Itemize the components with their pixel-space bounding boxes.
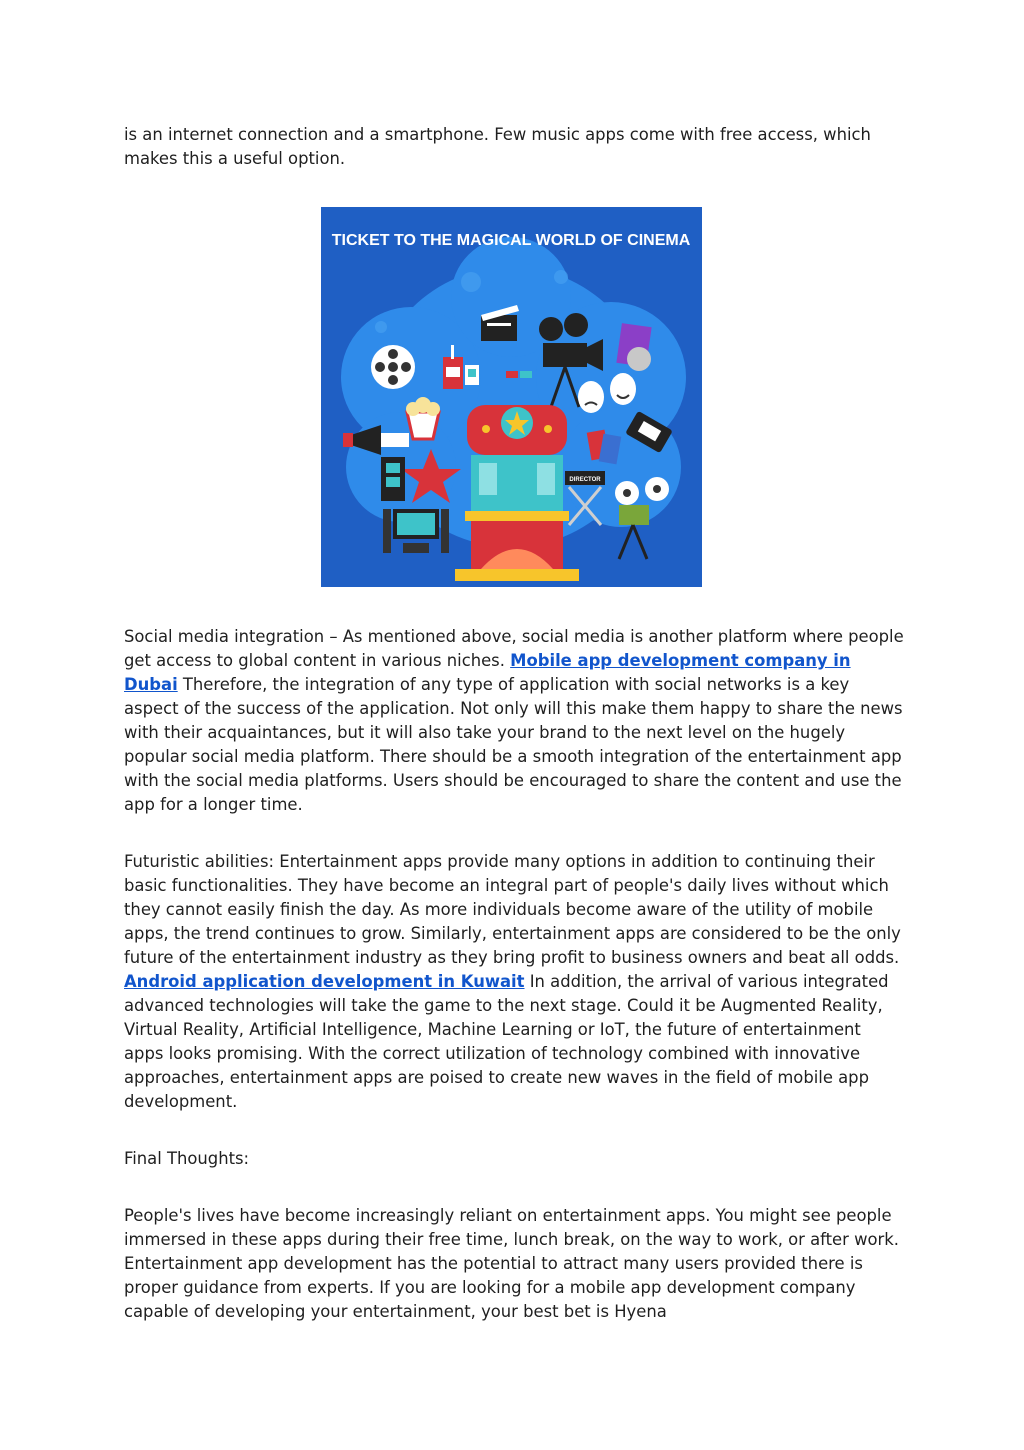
director-label: DIRECTOR — [569, 477, 601, 483]
social-media-text-after: Therefore, the integration of any type of application with social networks is a key aspect of the success of the application. Not only will this make them happy to share the news with their acquaintances, but it will also take your brand to the next level on the hugely popular social media platform. There should be a smooth integration of the entertainment app with the social media platforms. Users should be encouraged to share the content and use the app for a longer time. — [124, 675, 903, 814]
social-media-text-before: Social media integration – As mentioned above, social media is another platform where people get access to global content in various niches. — [124, 627, 904, 670]
popcorn-icon — [406, 397, 440, 439]
intro-paragraph: is an internet connection and a smartphone. Few music apps come with free access, which makes this a useful option. — [124, 125, 871, 168]
film-strip-icon — [381, 457, 405, 501]
futuristic-text-after: In addition, the arrival of various integrated advanced technologies will take the game to the next stage. Could it be Augmented Reality, Virtual Reality, Artificial Intelligence, Machine Learning or IoT, the future of entertainment apps looks promising. With the correct utilization of technology combined with innovative approaches, entertainment apps are poised to create new waves in the field of mobile app development. — [124, 972, 889, 1111]
futuristic-paragraph — [124, 850, 904, 1114]
futuristic-text-before: Futuristic abilities: Entertainment apps provide many options in addition to continuing their basic functionalities. They have become an integral part of people's daily lives without which they cannot easily finish the day. As more individuals become aware of the utility of mobile apps, the trend continues to grow. Similarly, entertainment apps are considered to be the only future of the entertainment industry as they bring profit to business owners and beat all odds. — [124, 852, 901, 967]
android-kuwait-link[interactable]: Android application development in Kuwait — [124, 972, 525, 991]
cinema-illustration-svg — [321, 207, 702, 587]
mobile-app-dubai-link[interactable]: Mobile app development company in Dubai — [124, 651, 851, 694]
social-media-paragraph — [124, 625, 904, 817]
final-thoughts-heading: Final Thoughts: — [124, 1149, 250, 1168]
cinema-illustration — [321, 207, 702, 587]
ticket-booth — [455, 405, 579, 581]
illustration-title: TICKET TO THE MAGICAL WORLD OF CINEMA — [331, 232, 691, 249]
photo-card-icon — [465, 365, 479, 385]
film-reel-icon — [371, 345, 415, 389]
closing-paragraph: People's lives have become increasingly reliant on entertainment apps. You might see people immersed in these apps during their free time, lunch break, on the way to work, or after work. Entertainment app development has the potential to attract many users provided there is proper guidance from experts. If you are looking for a mobile app development company capable of developing your entertainment, your best bet is Hyena — [124, 1206, 899, 1321]
